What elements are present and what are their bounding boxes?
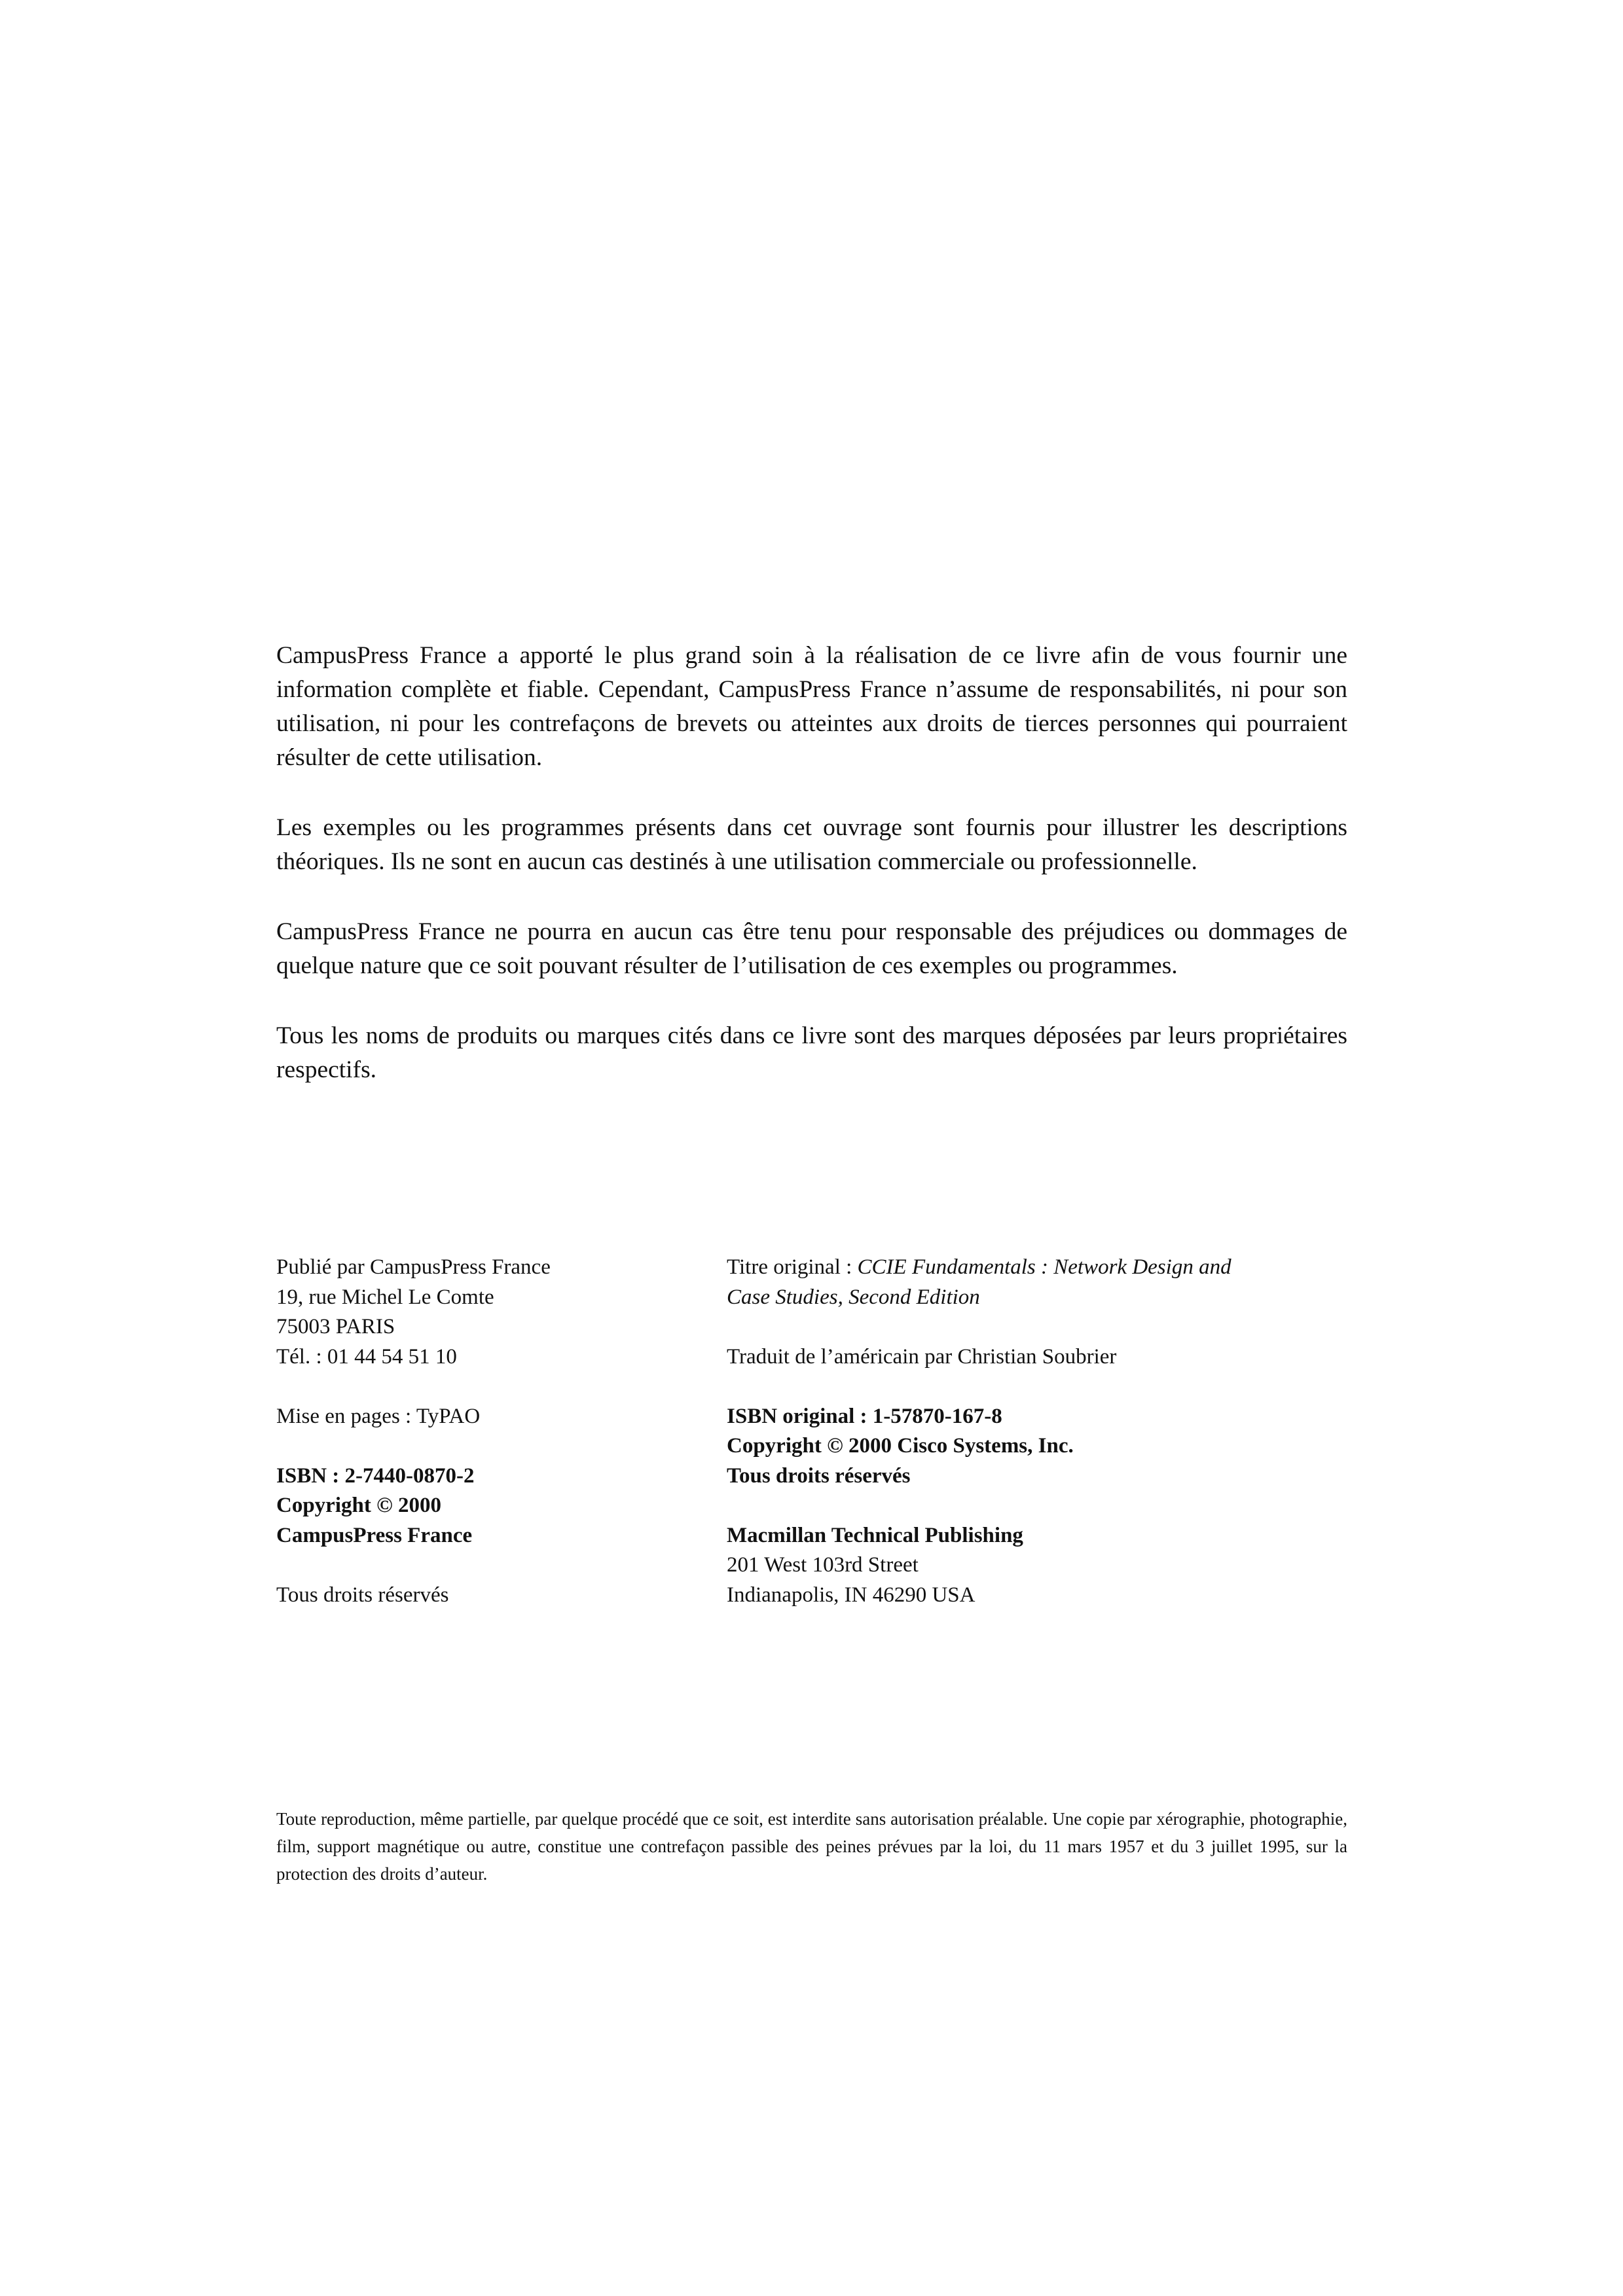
original-copyright: Copyright © 2000 Cisco Systems, Inc. bbox=[727, 1434, 1074, 1458]
publisher-city: 75003 PARIS bbox=[276, 1315, 395, 1338]
legal-notice-text: Toute reproduction, même partielle, par quelque procédé que ce soit, est interdite sans autorisation préalable. Une copie par xérographie, photographie, film, support magnétique ou autre, constitue une contrefaçon passible des peines prévues par la loi, du 11 mars 1957 et du 3 juillet 1995, sur la protection des droits d’auteur. bbox=[276, 1809, 1347, 1884]
published-by: Publié par CampusPress France bbox=[276, 1255, 551, 1279]
original-title-line-2: Case Studies, Second Edition bbox=[727, 1285, 980, 1309]
copyright-line: Copyright © 2000 bbox=[276, 1494, 441, 1517]
original-rights: Tous droits réservés bbox=[727, 1463, 911, 1488]
disclaimer-paragraph-4: Tous les noms de produits ou marques cités dans ce livre sont des marques déposées par leurs propriétaires respectifs. bbox=[276, 1022, 1347, 1083]
legal-notice bbox=[276, 1805, 1347, 1888]
copyright-holder: CampusPress France bbox=[276, 1523, 473, 1547]
original-publisher-city: Indianapolis, IN 46290 USA bbox=[727, 1583, 976, 1607]
layout-credit: Mise en pages : TyPAO bbox=[276, 1404, 481, 1428]
publisher-street: 19, rue Michel Le Comte bbox=[276, 1285, 494, 1309]
isbn: ISBN : 2-7440-0870-2 bbox=[276, 1463, 475, 1488]
original-publisher-name: Macmillan Technical Publishing bbox=[727, 1523, 1023, 1547]
original-publisher-street: 201 West 103rd Street bbox=[727, 1553, 919, 1577]
disclaimer-paragraph-1: CampusPress France a apporté le plus grand soin à la réalisation de ce livre afin de vous fournir une information complète et fiable. Cependant, CampusPress France n’assume de responsabilités, ni pour son utilisation, ni pour les contrefaçons de brevets ou atteintes aux droits de tierces personnes qui pourraient résulter de cette utilisation. bbox=[276, 642, 1347, 771]
disclaimer-paragraph-2: Les exemples ou les programmes présents dans cet ouvrage sont fournis pour illustrer les descriptions théoriques. Ils ne sont en aucun cas destinés à une utilisation commerciale ou professionnelle. bbox=[276, 814, 1347, 875]
original-isbn: ISBN original : 1-57870-167-8 bbox=[727, 1404, 1002, 1428]
original-title-line-1 bbox=[727, 1253, 1347, 1283]
disclaimer-paragraph-3: CampusPress France ne pourra en aucun cas être tenu pour responsable des préjudices ou dommages de quelque nature que ce soit pouvant résulter de l’utilisation de ces exemples ou programmes. bbox=[276, 918, 1347, 979]
original-edition-info bbox=[727, 1253, 1347, 1610]
original-title-prefix: Titre original : bbox=[727, 1255, 858, 1279]
translator-credit: Traduit de l’américain par Christian Soubrier bbox=[727, 1344, 1117, 1369]
disclaimer-section bbox=[276, 639, 1347, 1123]
original-title-part-1: CCIE Fundamentals : Network Design and bbox=[857, 1255, 1231, 1279]
french-edition-info bbox=[276, 1253, 728, 1610]
publisher-phone: Tél. : 01 44 54 51 10 bbox=[276, 1344, 457, 1369]
rights-reserved: Tous droits réservés bbox=[276, 1583, 449, 1607]
